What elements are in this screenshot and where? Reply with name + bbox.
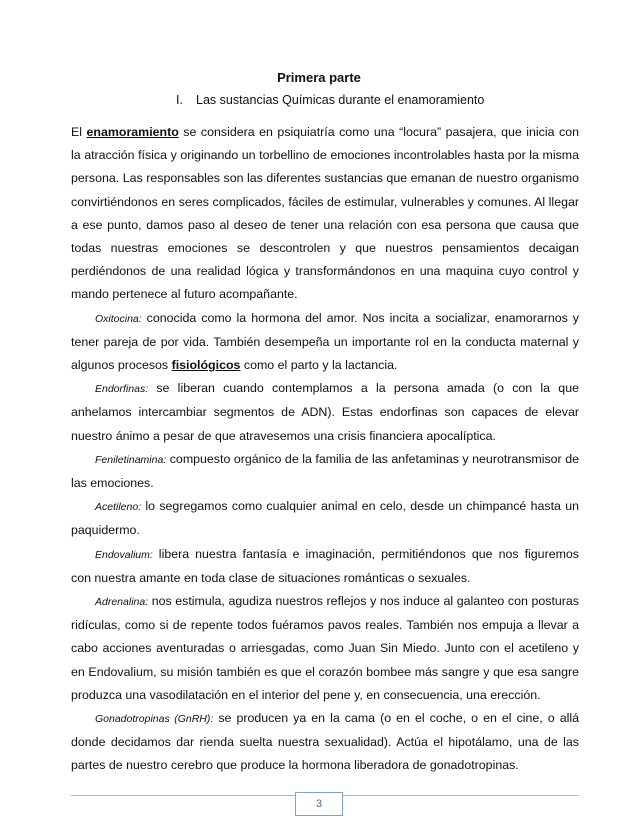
page-number: 3 (295, 792, 343, 816)
intro-pre: El (71, 125, 87, 139)
page-title: Primera parte (277, 70, 361, 85)
text-feniletinamina: compuesto orgánico de la familia de las anfetaminas y neurotransmisor de las emociones. (71, 451, 579, 491)
term-acetileno: Acetileno: (95, 501, 142, 514)
text-oxitocina: conocida como la hormona del amor. Nos incita a socializar, enamorarnos y tener pareja de por vida. También desempeña un importante rol en la conducta maternal y algunos procesos (71, 310, 579, 373)
text-endovalium: libera nuestra fantasía e imaginación, permitiéndonos que nos figuremos con nuestra amante en toda clase de situaciones románticas o sexuales. (71, 546, 579, 585)
paragraph-gonadotropinas (71, 707, 579, 778)
term-endorfinas: Endorfinas: (95, 383, 149, 396)
keyword-enamoramiento: enamoramiento (86, 125, 179, 139)
paragraph-adrenalina (71, 590, 579, 707)
paragraph-feniletinamina (71, 448, 579, 495)
keyword-fisiologicos: fisiológicos (171, 358, 241, 373)
paragraph-endorfinas (71, 377, 579, 448)
text-endorfinas: se liberan cuando contemplamos a la persona amada (o con la que anhelamos intercambiar segmentos de ADN). Estas endorfinas son capaces de elevar nuestro ánimo a pesar de que atravesemos una crisis financiera apocalíptica. (71, 381, 579, 443)
body-text (71, 121, 579, 778)
intro-paragraph (71, 121, 579, 307)
term-gonadotropinas: Gonadotropinas (GnRH): (95, 713, 214, 726)
term-adrenalina: Adrenalina: (95, 596, 149, 609)
section-heading-text: Las sustancias Químicas durante el enamoramiento (196, 93, 485, 107)
text-oxitocina-end: como el parto y la lactancia. (240, 358, 398, 373)
paragraph-acetileno (71, 495, 579, 542)
text-acetileno: lo segregamos como cualquier animal en celo, desde un chimpancé hasta un paquidermo. (71, 499, 579, 538)
paragraph-endovalium (71, 543, 579, 590)
intro-body: se considera en psiquiatría como una “locura” pasajera, que inicia con la atracción física y originando un torbellino de emociones incontrolables hasta por la misma persona. Las responsables son las diferentes sustancias que emanan de nuestro organismo convirtiéndonos en seres complicados, fáciles de estimular, vulnerables y comunes. Al llegar a ese punto, damos paso al deseo de tener una relación con esa persona que causa que todas nuestras emociones se descontrolen y que nuestros pensamientos decaigan perdiéndonos de una realidad lógica y transformándonos en una maquina cuyo control y mando pertenece al futuro acompañante. (71, 125, 579, 302)
term-oxitocina: Oxitocina: (95, 312, 142, 325)
paragraph-oxitocina (71, 307, 579, 378)
text-adrenalina: nos estimula, agudiza nuestros reflejos y nos induce al galanteo con posturas ridículas, como si de repente todos fuéramos pavos reales. También nos empuja a llevar a cabo acciones aventuradas o arriesgadas, como Juan Sin Miedo. Junto con el acetileno y en Endovalium, su misión también es que el corazón bombee más sangre y que esa sangre produzca una vasodilatación en el interior del pene y, en consecuencia, una erección. (71, 594, 579, 702)
term-endovalium: Endovalium: (95, 548, 153, 561)
term-feniletinamina: Feniletinamina: (95, 453, 167, 466)
section-heading (176, 93, 484, 107)
section-number: I. (176, 93, 183, 107)
text-gonadotropinas: se producen ya en la cama (o en el coche, o en el cine, o allá donde decidamos dar rienda suelta nuestra sexualidad). Actúa el hipotálamo, una de las partes de nuestro cerebro que produce la hormona liberadora de gonadotropinas. (71, 711, 579, 773)
